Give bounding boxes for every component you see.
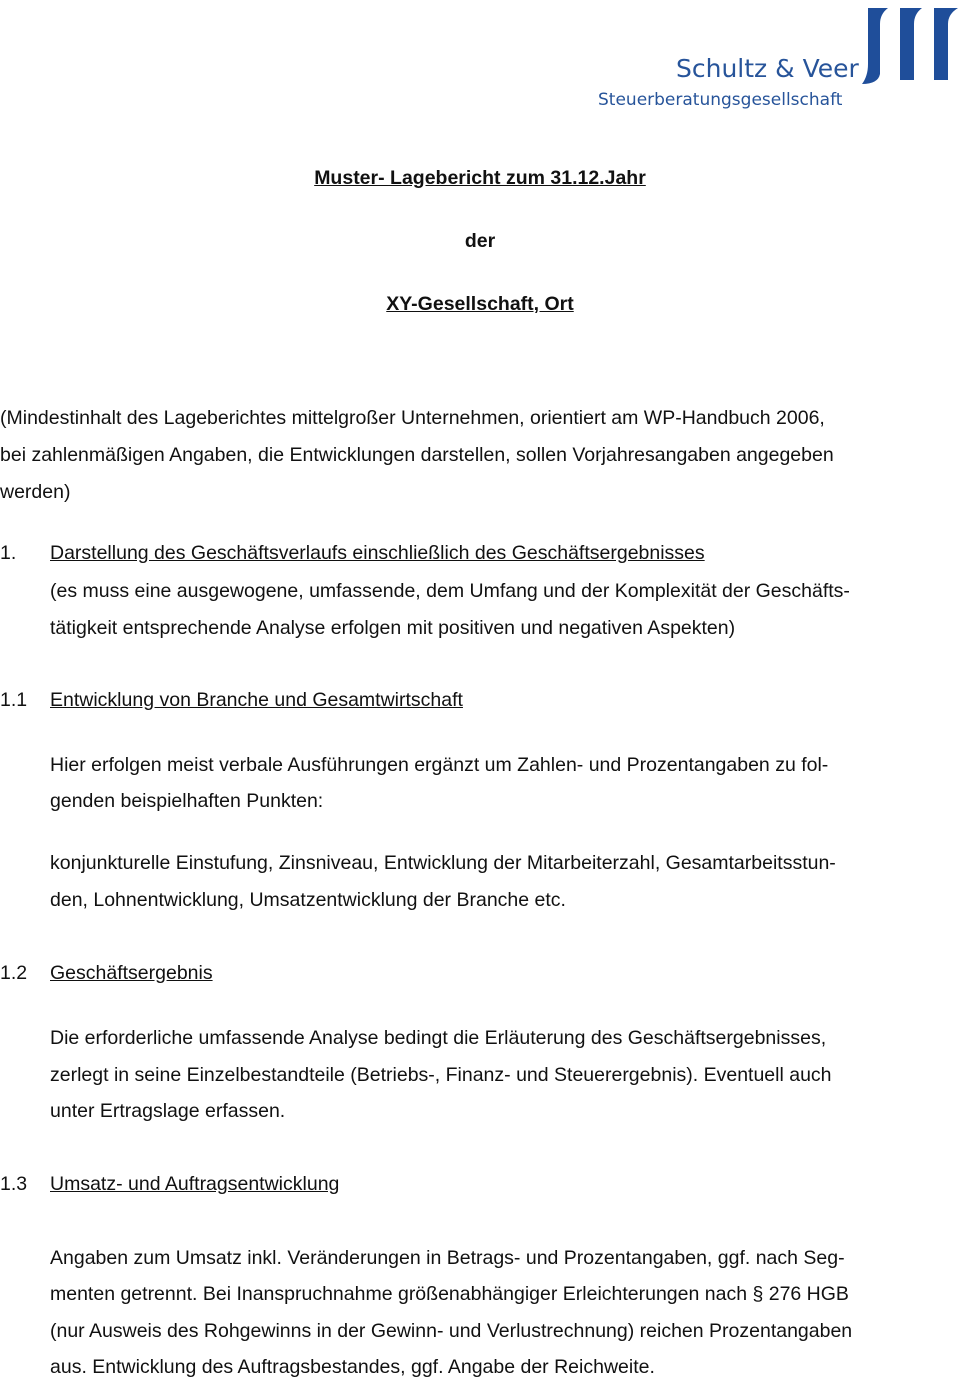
- body-line: unter Ertragslage erfassen.: [50, 1100, 286, 1122]
- body-line: konjunkturelle Einstufung, Zinsniveau, Entwicklung der Mitarbeiterzahl, Gesamtarbeitsstun-: [50, 852, 836, 874]
- body-line: tätigkeit entsprechende Analyse erfolgen mit positiven und negativen Aspekten): [50, 617, 736, 639]
- logo-name: Schultz & Veer: [676, 54, 859, 83]
- body-line: genden beispielhaften Punkten:: [50, 790, 324, 812]
- body-line: (es muss eine ausgewogene, umfassende, dem Umfang und der Komplexität der Geschäfts-: [50, 580, 850, 602]
- body-line: zerlegt in seine Einzelbestandteile (Betriebs-, Finanz- und Steuerergebnis). Eventuell auch: [50, 1064, 832, 1086]
- section-number: 1.1: [0, 689, 28, 711]
- body-line: Hier erfolgen meist verbale Ausführungen ergänzt um Zahlen- und Prozentangaben zu fol-: [50, 754, 829, 776]
- intro-line: bei zahlenmäßigen Angaben, die Entwicklungen darstellen, sollen Vorjahresangaben angegeben: [0, 444, 834, 466]
- company-title: XY-Gesellschaft, Ort: [386, 293, 574, 315]
- logo-subtitle: Steuerberatungsgesellschaft: [598, 90, 843, 110]
- body-line: Die erforderliche umfassende Analyse bedingt die Erläuterung des Geschäftsergebnisses,: [50, 1027, 827, 1049]
- body-line: Angaben zum Umsatz inkl. Veränderungen in Betrags- und Prozentangaben, ggf. nach Seg-: [50, 1247, 845, 1269]
- section-heading: Geschäftsergebnis: [50, 962, 213, 984]
- body-line: menten getrennt. Bei Inanspruchnahme größenabhängiger Erleichterungen nach § 276 HGB: [50, 1283, 849, 1305]
- body-line: aus. Entwicklung des Auftragsbestandes, ggf. Angabe der Reichweite.: [50, 1356, 655, 1378]
- logo-mark-icon: [858, 4, 960, 86]
- document-title: Muster- Lagebericht zum 31.12.Jahr: [314, 167, 646, 189]
- section-heading: Darstellung des Geschäftsverlaufs einschließlich des Geschäftsergebnisses: [50, 542, 705, 564]
- section-number: 1.2: [0, 962, 28, 984]
- section-number: 1.: [0, 542, 17, 564]
- section-number: 1.3: [0, 1173, 28, 1195]
- section-heading: Entwicklung von Branche und Gesamtwirtschaft: [50, 689, 463, 711]
- body-line: (nur Ausweis des Rohgewinns in der Gewinn- und Verlustrechnung) reichen Prozentangaben: [50, 1320, 853, 1342]
- section-heading: Umsatz- und Auftragsentwicklung: [50, 1173, 340, 1195]
- title-der: der: [464, 230, 496, 252]
- intro-line: (Mindestinhalt des Lageberichtes mittelgroßer Unternehmen, orientiert am WP-Handbuch 2006,: [0, 407, 825, 429]
- company-logo: [590, 4, 960, 114]
- body-line: den, Lohnentwicklung, Umsatzentwicklung der Branche etc.: [50, 889, 566, 911]
- intro-line: werden): [0, 481, 71, 503]
